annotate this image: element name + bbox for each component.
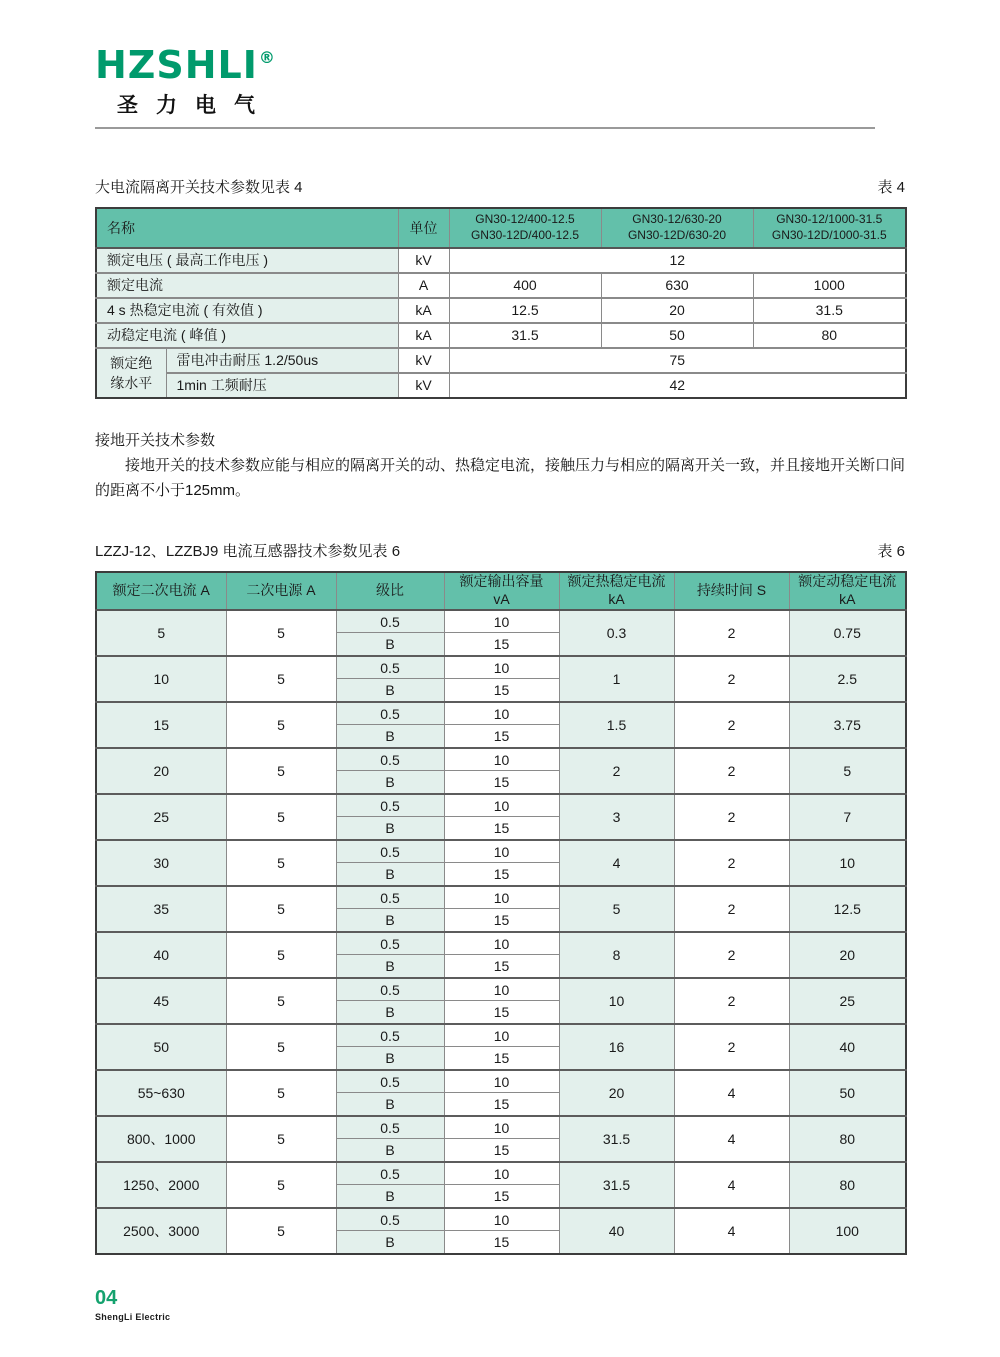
dynamic-current-cell: 80: [789, 1162, 906, 1208]
secondary-current-cell: 25: [96, 794, 226, 840]
capacity-cell: 15: [444, 863, 559, 886]
capacity-cell: 15: [444, 1231, 559, 1254]
ratio-cell: B: [336, 633, 444, 656]
page-footer: [95, 1287, 170, 1322]
dynamic-current-cell: 10: [789, 840, 906, 886]
section6-table-tag: 表 6: [877, 542, 905, 560]
capacity-cell: 15: [444, 955, 559, 978]
param-name-cell: 额定电流: [96, 273, 398, 298]
duration-cell: 2: [674, 610, 789, 656]
secondary-current-cell: 55~630: [96, 1070, 226, 1116]
ratio-cell: B: [336, 1047, 444, 1070]
ratio-cell: B: [336, 1139, 444, 1162]
capacity-cell: 15: [444, 1093, 559, 1116]
header-line: 额定输出容量: [459, 573, 544, 590]
insulation-group-cell: [96, 348, 166, 398]
dynamic-current-cell: 20: [789, 932, 906, 978]
model-line: GN30-12/400-12.5: [475, 212, 575, 227]
header-line: kA: [608, 590, 625, 607]
column-header-thermal-current: [559, 572, 674, 610]
value-cell: 20: [601, 298, 753, 323]
table-row: [96, 932, 906, 955]
param-name-cell: 1min 工频耐压: [166, 373, 398, 398]
section4-title-row: [95, 176, 905, 197]
brand-chinese-name: 圣力电气: [117, 93, 273, 117]
duration-cell: 2: [674, 932, 789, 978]
capacity-cell: 15: [444, 1185, 559, 1208]
duration-cell: 2: [674, 1024, 789, 1070]
dynamic-current-cell: 2.5: [789, 656, 906, 702]
table-4: [95, 207, 907, 399]
secondary-source-cell: 5: [226, 1070, 336, 1116]
model-line: GN30-12D/1000-31.5: [771, 227, 887, 242]
column-header-model-1: [449, 208, 601, 248]
table-row: [96, 610, 906, 633]
table-row: [96, 1070, 906, 1093]
secondary-source-cell: 5: [226, 978, 336, 1024]
secondary-current-cell: 2500、3000: [96, 1208, 226, 1254]
capacity-cell: 10: [444, 840, 559, 863]
registered-trademark-icon: ®: [258, 48, 276, 67]
param-name-cell: 额定电压 ( 最高工作电压 ): [96, 248, 398, 273]
dynamic-current-cell: 0.75: [789, 610, 906, 656]
value-cell: 42: [449, 373, 906, 398]
capacity-cell: 15: [444, 679, 559, 702]
secondary-source-cell: 5: [226, 656, 336, 702]
capacity-cell: 10: [444, 886, 559, 909]
ratio-cell: B: [336, 1185, 444, 1208]
table6-body: [96, 610, 906, 1254]
ratio-cell: 0.5: [336, 1208, 444, 1231]
duration-cell: 2: [674, 748, 789, 794]
ratio-cell: 0.5: [336, 702, 444, 725]
column-header-name: 名称: [96, 208, 398, 248]
table-row: [96, 794, 906, 817]
thermal-current-cell: 1.5: [559, 702, 674, 748]
ratio-cell: B: [336, 771, 444, 794]
ratio-cell: 0.5: [336, 1116, 444, 1139]
ratio-cell: 0.5: [336, 794, 444, 817]
unit-cell: A: [398, 273, 449, 298]
note-body: 接地开关的技术参数应能与相应的隔离开关的动、热稳定电流，接触压力与相应的隔离开关一致，并且接地开关断口间的距离不小于125mm。: [95, 456, 906, 499]
value-cell: 50: [601, 323, 753, 348]
table-row: [96, 348, 906, 373]
capacity-cell: 15: [444, 1139, 559, 1162]
capacity-cell: 10: [444, 1024, 559, 1047]
section4-title: 大电流隔离开关技术参数见表 4: [95, 178, 303, 196]
value-cell: 31.5: [753, 298, 906, 323]
ratio-cell: 0.5: [336, 1024, 444, 1047]
value-cell: 630: [601, 273, 753, 298]
value-cell: 12: [449, 248, 906, 273]
capacity-cell: 10: [444, 702, 559, 725]
secondary-source-cell: 5: [226, 840, 336, 886]
duration-cell: 2: [674, 656, 789, 702]
secondary-current-cell: 800、1000: [96, 1116, 226, 1162]
secondary-current-cell: 15: [96, 702, 226, 748]
unit-cell: kA: [398, 298, 449, 323]
value-cell: 31.5: [449, 323, 601, 348]
table-row: [96, 248, 906, 273]
duration-cell: 4: [674, 1070, 789, 1116]
header-line: vA: [493, 590, 510, 607]
capacity-cell: 10: [444, 610, 559, 633]
ratio-cell: 0.5: [336, 840, 444, 863]
secondary-source-cell: 5: [226, 1116, 336, 1162]
value-cell: 400: [449, 273, 601, 298]
duration-cell: 4: [674, 1162, 789, 1208]
model-line: GN30-12/630-20: [632, 212, 722, 227]
duration-cell: 2: [674, 702, 789, 748]
secondary-current-cell: 1250、2000: [96, 1162, 226, 1208]
thermal-current-cell: 40: [559, 1208, 674, 1254]
header-line: 二次电源 A: [246, 582, 316, 599]
table-row: [96, 1208, 906, 1231]
column-header-model-2: [601, 208, 753, 248]
thermal-current-cell: 5: [559, 886, 674, 932]
ratio-cell: 0.5: [336, 610, 444, 633]
capacity-cell: 10: [444, 1208, 559, 1231]
footer-brand: ShengLi Electric: [95, 1312, 171, 1322]
section6-title-row: [95, 540, 905, 561]
secondary-current-cell: 50: [96, 1024, 226, 1070]
ratio-cell: 0.5: [336, 1070, 444, 1093]
table-row: [96, 702, 906, 725]
capacity-cell: 15: [444, 771, 559, 794]
page-number: 04: [95, 1287, 118, 1309]
capacity-cell: 15: [444, 633, 559, 656]
table-row: [96, 1162, 906, 1185]
model-line: GN30-12/1000-31.5: [776, 212, 883, 227]
table-row: [96, 1024, 906, 1047]
duration-cell: 2: [674, 840, 789, 886]
table-row: [96, 273, 906, 298]
value-cell: 12.5: [449, 298, 601, 323]
column-header-duration: [674, 572, 789, 610]
value-cell: 75: [449, 348, 906, 373]
ratio-cell: 0.5: [336, 748, 444, 771]
dynamic-current-cell: 50: [789, 1070, 906, 1116]
earthing-switch-note: [95, 428, 905, 503]
thermal-current-cell: 8: [559, 932, 674, 978]
ratio-cell: B: [336, 1231, 444, 1254]
duration-cell: 2: [674, 794, 789, 840]
unit-cell: kV: [398, 373, 449, 398]
capacity-cell: 15: [444, 909, 559, 932]
dynamic-current-cell: 5: [789, 748, 906, 794]
secondary-source-cell: 5: [226, 610, 336, 656]
ratio-cell: B: [336, 679, 444, 702]
ratio-cell: 0.5: [336, 932, 444, 955]
header-line: 持续时间 S: [696, 582, 767, 599]
thermal-current-cell: 3: [559, 794, 674, 840]
table-row: [96, 1116, 906, 1139]
unit-cell: kA: [398, 323, 449, 348]
table-6: [95, 571, 907, 1255]
dynamic-current-cell: 80: [789, 1116, 906, 1162]
table-row: [96, 656, 906, 679]
column-header-secondary-current: [96, 572, 226, 610]
table-row: [96, 572, 906, 610]
table-row: [96, 978, 906, 1001]
secondary-current-cell: 35: [96, 886, 226, 932]
secondary-current-cell: 20: [96, 748, 226, 794]
thermal-current-cell: 2: [559, 748, 674, 794]
capacity-cell: 10: [444, 932, 559, 955]
duration-cell: 4: [674, 1208, 789, 1254]
brand-text: HZSHLI: [95, 43, 258, 87]
header-line: 额定热稳定电流: [567, 573, 666, 590]
capacity-cell: 10: [444, 748, 559, 771]
header-line: 级比: [376, 582, 404, 599]
secondary-source-cell: 5: [226, 702, 336, 748]
note-heading: 接地开关技术参数: [95, 431, 216, 449]
header-line: 额定二次电流 A: [112, 582, 210, 599]
dynamic-current-cell: 25: [789, 978, 906, 1024]
table-row: [96, 208, 906, 248]
column-header-output-capacity: [444, 572, 559, 610]
column-header-dynamic-current: [789, 572, 906, 610]
table-row: [96, 373, 906, 398]
thermal-current-cell: 0.3: [559, 610, 674, 656]
value-cell: 80: [753, 323, 906, 348]
ratio-cell: 0.5: [336, 656, 444, 679]
section4-table-tag: 表 4: [877, 178, 905, 196]
thermal-current-cell: 10: [559, 978, 674, 1024]
secondary-source-cell: 5: [226, 886, 336, 932]
capacity-cell: 15: [444, 1047, 559, 1070]
duration-cell: 4: [674, 1116, 789, 1162]
table-row: [96, 323, 906, 348]
header-line: kA: [839, 590, 856, 607]
ratio-cell: B: [336, 909, 444, 932]
thermal-current-cell: 16: [559, 1024, 674, 1070]
dynamic-current-cell: 7: [789, 794, 906, 840]
ratio-cell: B: [336, 725, 444, 748]
param-name-cell: 4 s 热稳定电流 ( 有效值 ): [96, 298, 398, 323]
thermal-current-cell: 1: [559, 656, 674, 702]
capacity-cell: 10: [444, 978, 559, 1001]
ratio-cell: 0.5: [336, 978, 444, 1001]
capacity-cell: 10: [444, 1070, 559, 1093]
duration-cell: 2: [674, 886, 789, 932]
capacity-cell: 10: [444, 794, 559, 817]
unit-cell: kV: [398, 248, 449, 273]
ratio-cell: B: [336, 863, 444, 886]
secondary-source-cell: 5: [226, 1024, 336, 1070]
thermal-current-cell: 4: [559, 840, 674, 886]
table-row: [96, 840, 906, 863]
brand-wordmark: [95, 43, 905, 87]
secondary-current-cell: 10: [96, 656, 226, 702]
column-header-ratio: [336, 572, 444, 610]
dynamic-current-cell: 12.5: [789, 886, 906, 932]
capacity-cell: 10: [444, 1116, 559, 1139]
table-row: [96, 748, 906, 771]
ratio-cell: B: [336, 955, 444, 978]
company-logo: [95, 0, 905, 129]
secondary-current-cell: 45: [96, 978, 226, 1024]
thermal-current-cell: 20: [559, 1070, 674, 1116]
table-row: [96, 886, 906, 909]
thermal-current-cell: 31.5: [559, 1116, 674, 1162]
ratio-cell: B: [336, 817, 444, 840]
capacity-cell: 15: [444, 817, 559, 840]
ratio-cell: B: [336, 1093, 444, 1116]
secondary-source-cell: 5: [226, 1162, 336, 1208]
column-header-unit: 单位: [398, 208, 449, 248]
header-line: 额定动稳定电流: [798, 573, 897, 590]
model-line: GN30-12D/400-12.5: [470, 227, 580, 242]
capacity-cell: 10: [444, 1162, 559, 1185]
secondary-source-cell: 5: [226, 748, 336, 794]
param-name-cell: 雷电冲击耐压 1.2/50us: [166, 348, 398, 373]
unit-cell: kV: [398, 348, 449, 373]
secondary-current-cell: 40: [96, 932, 226, 978]
header-divider: [95, 127, 875, 129]
thermal-current-cell: 31.5: [559, 1162, 674, 1208]
ratio-cell: 0.5: [336, 1162, 444, 1185]
capacity-cell: 15: [444, 1001, 559, 1024]
secondary-source-cell: 5: [226, 1208, 336, 1254]
secondary-current-cell: 30: [96, 840, 226, 886]
capacity-cell: 10: [444, 656, 559, 679]
param-name-cell: 动稳定电流 ( 峰值 ): [96, 323, 398, 348]
section6-title: LZZJ-12、LZZBJ9 电流互感器技术参数见表 6: [95, 542, 401, 560]
ratio-cell: 0.5: [336, 886, 444, 909]
insulation-group-label: 额定绝缘水平: [110, 354, 153, 391]
dynamic-current-cell: 40: [789, 1024, 906, 1070]
value-cell: 1000: [753, 273, 906, 298]
secondary-current-cell: 5: [96, 610, 226, 656]
ratio-cell: B: [336, 1001, 444, 1024]
dynamic-current-cell: 3.75: [789, 702, 906, 748]
secondary-source-cell: 5: [226, 794, 336, 840]
model-line: GN30-12D/630-20: [627, 227, 727, 242]
dynamic-current-cell: 100: [789, 1208, 906, 1254]
capacity-cell: 15: [444, 725, 559, 748]
column-header-secondary-source: [226, 572, 336, 610]
duration-cell: 2: [674, 978, 789, 1024]
column-header-model-3: [753, 208, 906, 248]
table-row: [96, 298, 906, 323]
secondary-source-cell: 5: [226, 932, 336, 978]
